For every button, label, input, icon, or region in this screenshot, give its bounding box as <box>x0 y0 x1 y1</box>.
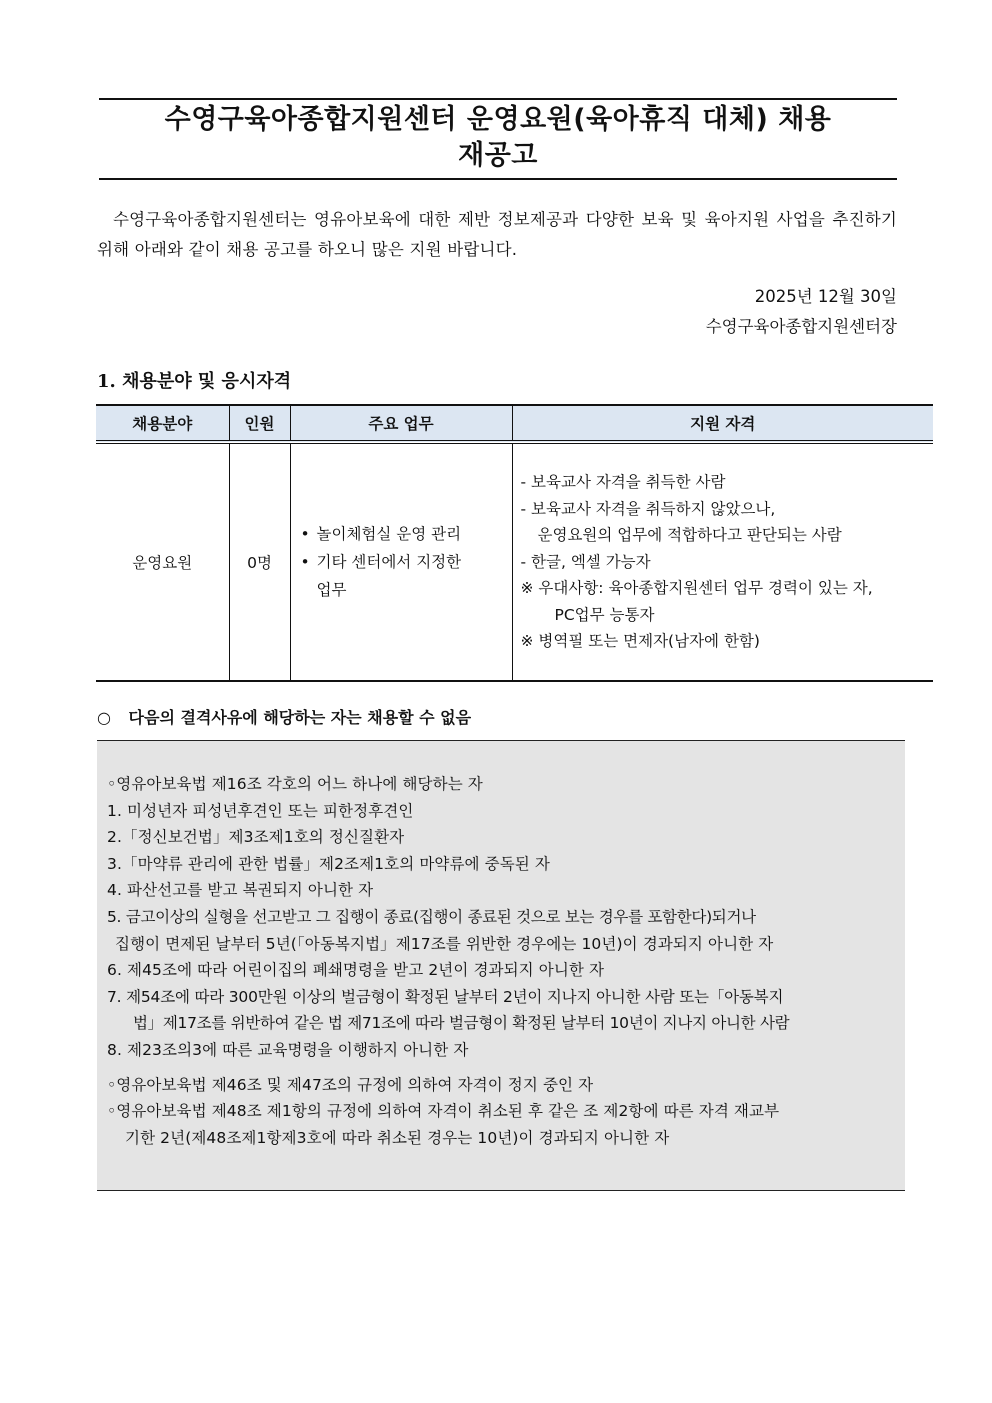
section-heading <box>97 368 291 396</box>
list-item: 1. 미성년자 피성년후견인 또는 피한정후견인 <box>107 801 414 820</box>
list-item: ※ 병역필 또는 면제자(남자에 한함) <box>520 632 760 651</box>
list-item: 운영요원의 업무에 적합하다고 판단되는 사람 <box>537 526 842 545</box>
header-duties: 주요 업무 <box>290 405 512 442</box>
spacer <box>107 1064 905 1072</box>
duty-text: 업무 <box>316 581 347 599</box>
header-count: 인원 <box>229 405 290 442</box>
bullet: • <box>300 525 310 543</box>
header-field: 채용분야 <box>96 405 229 442</box>
page-title-continued: 재공고 <box>458 140 538 171</box>
disqualification-heading <box>97 704 471 732</box>
table-row <box>96 442 933 681</box>
list-item: - 보육교사 자격을 취득한 사람 <box>520 473 726 492</box>
list-item <box>301 520 512 548</box>
section-title: 채용분야 및 응시자격 <box>122 371 292 392</box>
list-item: 기한 2년(제48조제1항제3호에 따라 취소된 경우는 10년)이 경과되지 아니한 자 <box>125 1128 670 1147</box>
list-item: ◦영유아보육법 제48조 제1항의 규정에 의하여 자격이 취소된 후 같은 조 제2항에 따른 자격 재교부 <box>107 1102 780 1121</box>
list-item: ※ 우대사항: 육아종합지원센터 업무 경력이 있는 자, <box>520 579 873 598</box>
section-number: 1. <box>97 371 116 392</box>
list-item: 7. 제54조에 따라 300만원 이상의 벌금형이 확정된 날부터 2년이 지나지 아니한 사람 또는「아동복지 <box>107 987 784 1006</box>
cell-field: 운영요원 <box>96 442 229 681</box>
table-header-row <box>96 405 933 442</box>
list-item: ◦영유아보육법 제46조 및 제47조의 규정에 의하여 자격이 정지 중인 자 <box>107 1075 594 1094</box>
intro-paragraph: 수영구육아종합지원센터는 영유아보육에 대한 제반 정보제공과 다양한 보육 및 육아지원 사업을 추진하기 위해 아래와 같이 채용 공고를 하오니 많은 지원 바랍니다. <box>97 210 897 259</box>
header-qualifications: 지원 자격 <box>512 405 933 442</box>
cell-duties <box>290 442 512 681</box>
cell-qualifications <box>512 442 933 681</box>
list-item <box>301 548 512 576</box>
duty-text: 기타 센터에서 지정한 <box>316 553 462 571</box>
qualification-list <box>513 469 934 655</box>
title-block <box>99 98 897 180</box>
duty-text: 놀이체험실 운영 관리 <box>316 525 462 543</box>
page-title: 수영구육아종합지원센터 운영요원(육아휴직 대체) 채용 <box>164 104 832 135</box>
signature-block <box>706 282 897 342</box>
list-item: 4. 파산선고를 받고 복권되지 아니한 자 <box>107 881 374 900</box>
list-item: ◦영유아보육법 제16조 각호의 어느 하나에 해당하는 자 <box>107 775 483 793</box>
duty-list <box>291 520 512 604</box>
bullet: • <box>300 553 310 571</box>
list-item: 집행이 면제된 날부터 5년(「아동복지법」제17조를 위반한 경우에는 10년)이 경과되지 아니한 자 <box>115 934 774 953</box>
disqualification-box <box>97 740 905 1191</box>
cell-count: 0명 <box>229 442 290 681</box>
disqualification-title: 다음의 결격사유에 해당하는 자는 채용할 수 없음 <box>128 708 472 727</box>
circle-bullet: ○ <box>97 708 111 727</box>
list-item: 5. 금고이상의 실형을 선고받고 그 집행이 종료(집행이 종료된 것으로 보는 경우를 포함한다)되거나 <box>107 907 756 926</box>
announcement-date: 2025년 12월 30일 <box>754 287 897 306</box>
list-item: - 보육교사 자격을 취득하지 않았으나, <box>520 499 776 518</box>
list-item: PC업무 능통자 <box>554 605 655 624</box>
list-item: 6. 제45조에 따라 어린이집의 폐쇄명령을 받고 2년이 경과되지 아니한 자 <box>107 961 605 980</box>
list-item: 법」제17조를 위반하여 같은 법 제71조에 따라 벌금형이 확정된 날부터 10년이 지나지 아니한 사람 <box>133 1014 790 1033</box>
list-item: 2.「정신보건법」제3조제1호의 정신질환자 <box>107 828 405 847</box>
list-item: 8. 제23조의3에 따른 교육명령을 이행하지 아니한 자 <box>107 1040 469 1059</box>
list-item <box>301 576 512 604</box>
recruitment-table <box>96 404 933 682</box>
list-item: - 한글, 엑셀 가능자 <box>520 552 651 571</box>
list-item: 3.「마약류 관리에 관한 법률」제2조제1호의 마약류에 중독된 자 <box>107 854 550 873</box>
issuer-name: 수영구육아종합지원센터장 <box>705 317 897 336</box>
